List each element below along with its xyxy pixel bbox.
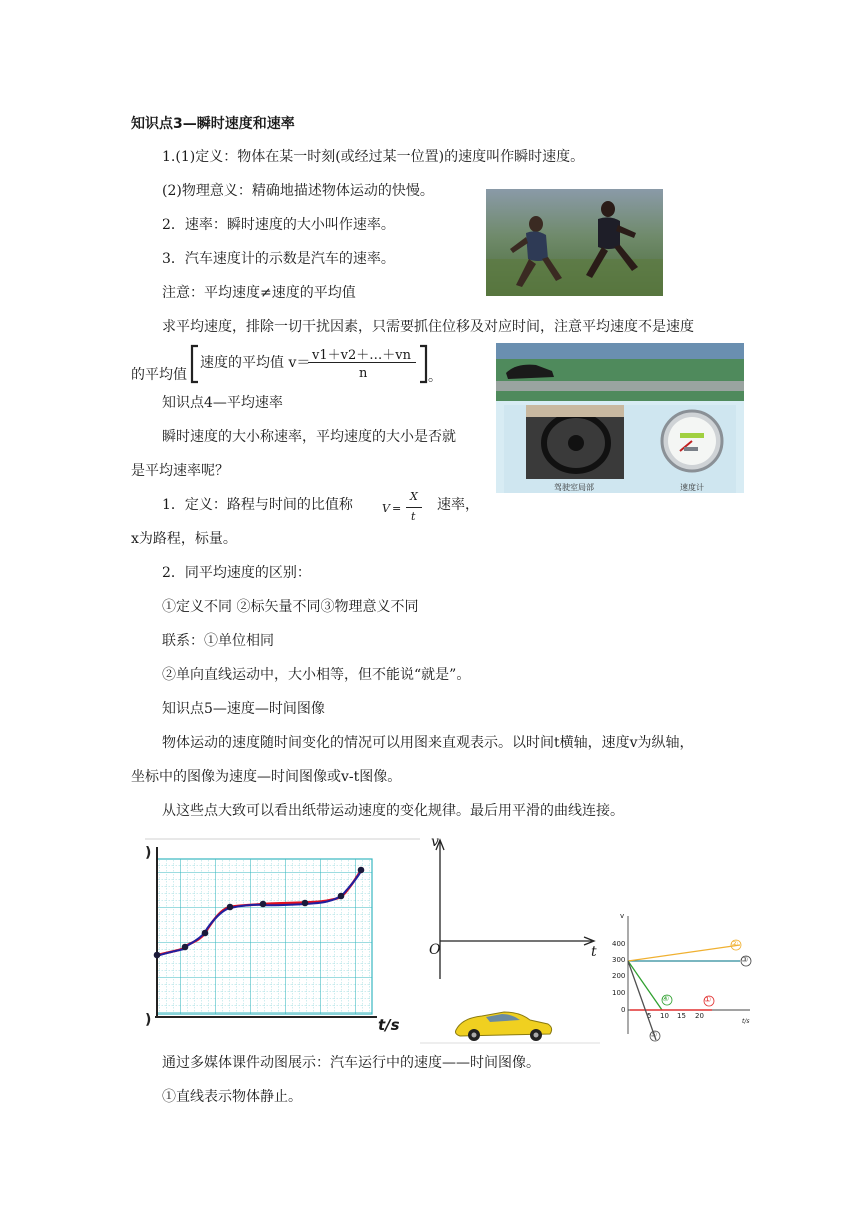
paragraph-static: ①直线表示物体静止。 xyxy=(162,1089,302,1105)
yellow-car-icon xyxy=(456,1012,552,1041)
paragraph-average-2: 的平均值 xyxy=(131,367,187,383)
paragraph-question-2: 是平均速率呢？ xyxy=(131,463,229,479)
runners-photo xyxy=(486,189,663,296)
vt-axes-v-label: v xyxy=(431,834,439,850)
heading-section-4: 知识点4—平均速率 xyxy=(162,395,283,411)
rate-formula-equals: = xyxy=(392,502,402,515)
multi-line-xtick: 15 xyxy=(677,1012,686,1020)
svg-text:): ) xyxy=(145,845,152,861)
paragraph-definition-2-line2: x为路程，标量。 xyxy=(131,531,237,547)
multi-line-xtick: 5 xyxy=(647,1012,652,1020)
multi-line-xlabel: t/s xyxy=(742,1018,750,1025)
paragraph-multimedia: 通过多媒体课件动图展示：汽车运行中的速度——时间图像。 xyxy=(162,1055,540,1071)
formula-label: 速度的平均值 v＝ xyxy=(200,355,311,371)
multi-line-marker: ① xyxy=(704,995,712,1004)
paragraph-vt-1: 物体运动的速度随时间变化的情况可以用图来直观表示。以时间t横轴，速度v为纵轴， xyxy=(162,735,694,751)
paragraph-question-1: 瞬时速度的大小称速率，平均速度的大小是否就 xyxy=(162,429,456,445)
svg-text:): ) xyxy=(145,1012,152,1028)
tape-graph-svg xyxy=(145,837,420,1037)
car-dashboard-illustration xyxy=(496,343,744,493)
multi-line-marker: ④ xyxy=(662,994,670,1003)
rate-formula-v: V xyxy=(382,502,390,515)
paragraph-definition: 1.(1)定义：物体在某一时刻(或经过某一位置)的速度叫作瞬时速度。 xyxy=(162,149,585,165)
multi-line-marker: ③ xyxy=(741,955,749,964)
paragraph-note: 注意：平均速度≠速度的平均值 xyxy=(162,285,356,301)
paragraph-vt-2: 坐标中的图像为速度—时间图像或v-t图像。 xyxy=(131,769,402,785)
paragraph-average-1: 求平均速度，排除一切干扰因素，只需要抓住位移及对应时间，注意平均速度不是速度 xyxy=(162,319,694,335)
formula-fraction-bar xyxy=(308,362,416,363)
formula-numerator: v1＋v2＋…＋vn xyxy=(312,348,411,363)
vt-axes-svg xyxy=(420,834,605,1049)
multi-line-marker: ⑤ xyxy=(650,1030,658,1039)
paragraph-tape: 从这些点大致可以看出纸带运动速度的变化规律。最后用平滑的曲线连接。 xyxy=(162,803,624,819)
formula-denominator: n xyxy=(359,366,368,381)
runners-illustration xyxy=(486,189,663,296)
formula-suffix: 。 xyxy=(428,369,442,385)
multi-line-vt-graph xyxy=(612,912,762,1044)
rate-formula xyxy=(382,490,432,528)
paragraph-definition-2: 1．定义：路程与时间的比值称 xyxy=(162,497,353,513)
vt-axes-figure xyxy=(420,834,605,1049)
multi-line-v-label: v xyxy=(620,912,625,920)
multi-line-vt-svg xyxy=(612,912,762,1044)
car-dashboard-photo xyxy=(496,343,744,493)
rate-formula-x: X xyxy=(410,490,418,503)
paragraph-difference-title: 2．同平均速度的区别： xyxy=(162,565,311,581)
paragraph-difference-items: ①定义不同 ②标矢量不同③物理意义不同 xyxy=(162,599,419,615)
vt-axes-t-label: t xyxy=(591,944,597,960)
dashboard-caption: 驾驶室局部 xyxy=(554,483,594,492)
heading-section-5: 知识点5—速度—时间图像 xyxy=(162,701,325,717)
vt-axes-origin-label: O xyxy=(429,942,441,958)
multi-line-marker: ② xyxy=(731,939,739,948)
tape-graph xyxy=(145,837,420,1037)
multi-line-ytick: 300 xyxy=(612,956,626,964)
tape-graph-axis-label: t/s xyxy=(378,1016,400,1034)
formula-box xyxy=(190,344,428,384)
multi-line-xtick: 20 xyxy=(695,1012,704,1020)
paragraph-meaning: (2)物理意义：精确地描述物体运动的快慢。 xyxy=(162,183,434,199)
multi-line-xtick: 10 xyxy=(660,1012,669,1020)
paragraph-definition-2-suffix: 速率， xyxy=(437,497,479,513)
rate-formula-t: t xyxy=(411,510,416,523)
paragraph-link: 联系：①单位相同 xyxy=(162,633,274,649)
paragraph-link-2: ②单向直线运动中，大小相等，但不能说“就是”。 xyxy=(162,667,471,683)
speedometer-caption: 速度计 xyxy=(680,483,704,492)
paragraph-speedometer: 3．汽车速度计的示数是汽车的速率。 xyxy=(162,251,395,267)
paragraph-rate: 2．速率：瞬时速度的大小叫作速率。 xyxy=(162,217,395,233)
multi-line-ytick: 100 xyxy=(612,989,626,997)
rate-formula-bar xyxy=(406,507,422,508)
multi-line-ytick: 200 xyxy=(612,972,626,980)
heading-section-3: 知识点3—瞬时速度和速率 xyxy=(131,116,295,132)
multi-line-ytick: 400 xyxy=(612,940,626,948)
multi-line-ytick: 0 xyxy=(621,1006,626,1014)
